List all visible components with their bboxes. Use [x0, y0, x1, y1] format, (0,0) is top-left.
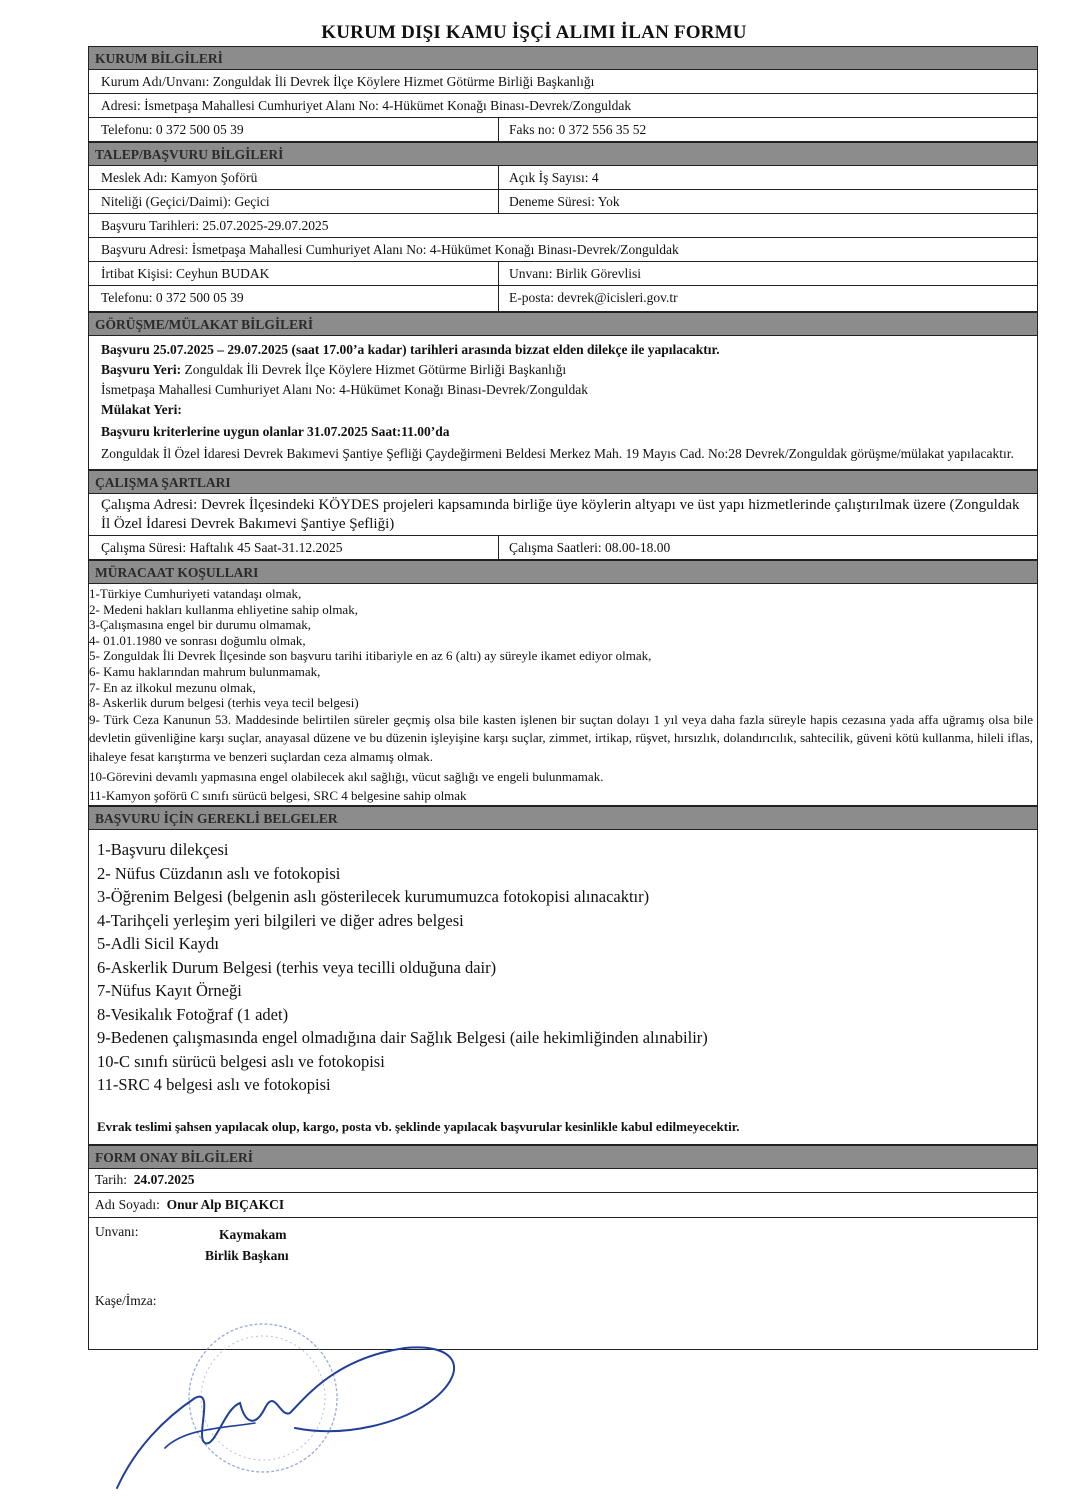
onay-name-label: Adı Soyadı:: [95, 1197, 160, 1213]
talep-open-count: Açık İş Sayısı: 4: [509, 170, 599, 185]
gorusme-line6: Zonguldak İl Özel İdaresi Devrek Bakımevi Şantiye Şefliği Çaydeğirmeni Beldesi Merkez Mah. 19 Mayıs Cad. No:28 Devrek/Zonguldak görüşme/mülakat yapılacaktır.: [101, 446, 1014, 461]
belge-item: 9-Bedenen çalışmasında engel olmadığına dair Sağlık Belgesi (aile hekimliğinden alınabilir): [97, 1028, 708, 1048]
onay-sign-label: Kaşe/İmza:: [95, 1293, 157, 1309]
onay-date-label: Tarih:: [95, 1172, 128, 1188]
gorusme-line5: Başvuru kriterlerine uygun olanlar 31.07.2025 Saat:11.00’da: [101, 424, 450, 439]
muracaat-item: 9- Türk Ceza Kanunun 53. Maddesinde belirtilen süreler geçmiş olsa bile kasten işlenen bir suçtan dolayı 1 yıl veya daha fazla süreyle hapis cezasına yada affa uğramış olsa bile devletin güvenliğine karşı suçlar, anayasal düzene ve bu düzenin işleyişine karşı suçlar, zimmet, irtikap, rüşvet, hırsızlık, dolandırıcılık, sahtecilik, güveni kötü kullanma, hileli iflas, ihaleye fesat karıştırma ve benzeri suçlardan ceza almamış olmak.: [89, 711, 1033, 764]
talep-trial: Deneme Süresi: Yok: [509, 194, 620, 209]
form-frame: [88, 46, 1038, 1350]
belge-item: 4-Tarihçeli yerleşim yeri bilgileri ve diğer adres belgesi: [97, 910, 464, 930]
onay-date-value: 24.07.2025: [133, 1172, 195, 1188]
belge-item: 5-Adli Sicil Kaydı: [97, 934, 219, 954]
section-gorusme: GÖRÜŞME/MÜLAKAT BİLGİLERİ: [89, 312, 1037, 336]
section-kurum: KURUM BİLGİLERİ: [89, 47, 1037, 70]
talep-contact: İrtibat Kişisi: Ceyhun BUDAK: [89, 262, 499, 285]
muracaat-item: 8- Askerlik durum belgesi (terhis veya tecil belgesi): [89, 695, 359, 711]
section-onay: FORM ONAY BİLGİLERİ: [89, 1145, 1037, 1169]
talep-address-row: [89, 238, 1037, 262]
onay-name-value: Onur Alp BIÇAKCI: [166, 1197, 285, 1213]
talep-contact-row: [89, 262, 1037, 286]
belge-item: 1-Başvuru dilekçesi: [97, 840, 229, 860]
muracaat-item: 1-Türkiye Cumhuriyeti vatandaşı olmak,: [89, 586, 302, 601]
kurum-name-row: [89, 70, 1037, 94]
calisma-duration: Çalışma Süresi: Haftalık 45 Saat-31.12.2025: [89, 536, 499, 559]
belge-item: 2- Nüfus Cüzdanın aslı ve fotokopisi: [97, 863, 341, 883]
talep-job: Meslek Adı: Kamyon Şoförü: [89, 166, 499, 189]
section-muracaat: MÜRACAAT KOŞULLARI: [89, 560, 1037, 584]
gorusme-line2-label: Başvuru Yeri:: [101, 362, 182, 377]
talep-nature-row: [89, 190, 1037, 214]
talep-email: E-posta: devrek@icisleri.gov.tr: [509, 290, 678, 305]
talep-job-row: [89, 166, 1037, 190]
belgeler-note: Evrak teslimi şahsen yapılacak olup, kargo, posta vb. şeklinde yapılacak başvurular kesinlikle kabul edilmeyecektir.: [97, 1118, 740, 1134]
talep-contact-title: Unvanı: Birlik Görevlisi: [509, 266, 641, 281]
muracaat-item: 6- Kamu haklarından mahrum bulunmamak,: [89, 663, 321, 679]
kurum-phone-row: [89, 118, 1037, 142]
talep-dates: Başvuru Tarihleri: 25.07.2025-29.07.2025: [101, 218, 329, 233]
section-calisma: ÇALIŞMA ŞARTLARI: [89, 470, 1037, 494]
muracaat-item: 10-Görevini devamlı yapmasına engel olabilecek akıl sağlığı, vücut sağlığı ve engeli bulunmamak.: [89, 769, 604, 785]
muracaat-item: 7- En az ilkokul mezunu olmak,: [89, 679, 256, 695]
talep-dates-row: [89, 214, 1037, 238]
form-title: KURUM DIŞI KAMU İŞÇİ ALIMI İLAN FORMU: [321, 22, 747, 43]
section-talep: TALEP/BAŞVURU BİLGİLERİ: [89, 142, 1037, 166]
section-belgeler: BAŞVURU İÇİN GEREKLİ BELGELER: [89, 806, 1037, 830]
muracaat-item: 3-Çalışmasına engel bir durumu olmamak,: [89, 617, 312, 633]
talep-phone-row: [89, 286, 1037, 312]
gorusme-line3: İsmetpaşa Mahallesi Cumhuriyet Alanı No: 4-Hükümet Konağı Binası-Devrek/Zonguldak: [101, 382, 589, 397]
onay-title-line2: Birlik Başkanı: [205, 1248, 289, 1264]
muracaat-item: 4- 01.01.1980 ve sonrası doğumlu olmak,: [89, 632, 306, 648]
belge-item: 7-Nüfus Kayıt Örneği: [97, 981, 242, 1001]
onay-divider: [89, 1192, 1037, 1193]
onay-divider: [89, 1217, 1037, 1218]
gorusme-line1: Başvuru 25.07.2025 – 29.07.2025 (saat 17.00’a kadar) tarihleri arasında bizzat elden dilekçe ile yapılacaktır.: [101, 342, 720, 357]
belge-item: 11-SRC 4 belgesi aslı ve fotokopisi: [97, 1075, 331, 1095]
muracaat-item: 2- Medeni hakları kullanma ehliyetine sahip olmak,: [89, 601, 358, 617]
onay-title-label: Unvanı:: [95, 1224, 139, 1240]
muracaat-list: [89, 584, 1037, 806]
calisma-hours: Çalışma Saatleri: 08.00-18.00: [509, 540, 671, 555]
talep-phone: Telefonu: 0 372 500 05 39: [89, 286, 499, 311]
gorusme-block: [89, 336, 1037, 470]
signature-icon: [105, 1328, 475, 1498]
onay-date: [95, 1172, 195, 1188]
kurum-address: Adresi: İsmetpaşa Mahallesi Cumhuriyet Alanı No: 4-Hükümet Konağı Binası-Devrek/Zonguldak: [101, 98, 632, 113]
kurum-fax: Faks no: 0 372 556 35 52: [509, 122, 647, 137]
gorusme-line4: Mülakat Yeri:: [101, 402, 182, 417]
kurum-address-row: [89, 94, 1037, 118]
gorusme-line2-value: Zonguldak İli Devrek İlçe Köylere Hizmet Götürme Birliği Başkanlığı: [181, 362, 567, 377]
calisma-address: Çalışma Adresi: Devrek İlçesindeki KÖYDES projeleri kapsamında birliğe üye köylerin altyapı ve üst yapı hizmetlerinde çalıştırılmak üzere (Zonguldak İl Özel İdaresi Devrek Bakımevi Şantiye Şefliği): [101, 497, 1020, 532]
muracaat-item: 11-Kamyon şoförü C sınıfı sürücü belgesi, SRC 4 belgesine sahip olmak: [89, 787, 467, 803]
belge-item: 10-C sınıfı sürücü belgesi aslı ve fotokopisi: [97, 1051, 385, 1071]
talep-nature: Niteliği (Geçici/Daimi): Geçici: [89, 190, 499, 213]
belge-item: 8-Vesikalık Fotoğraf (1 adet): [97, 1004, 289, 1024]
calisma-address-row: [89, 494, 1037, 536]
belgeler-list: [89, 830, 1037, 1145]
belge-item: 6-Askerlik Durum Belgesi (terhis veya tecilli olduğuna dair): [97, 957, 497, 977]
kurum-name: Kurum Adı/Unvanı: Zonguldak İli Devrek İlçe Köylere Hizmet Götürme Birliği Başkanlığı: [101, 74, 595, 89]
kurum-phone: Telefonu: 0 372 500 05 39: [89, 118, 499, 141]
gorusme-line2: [101, 360, 1029, 380]
muracaat-item: 5- Zonguldak İli Devrek İlçesinde son başvuru tarihi itibariyle en az 6 (altı) ay süreyle ikamet ediyor olmak,: [89, 648, 652, 664]
calisma-duration-row: [89, 536, 1037, 560]
talep-address: Başvuru Adresi: İsmetpaşa Mahallesi Cumhuriyet Alanı No: 4-Hükümet Konağı Binası-Devrek/Zonguldak: [101, 242, 679, 257]
onay-name: [95, 1197, 284, 1213]
onay-title-line1: Kaymakam: [219, 1227, 287, 1243]
belge-item: 3-Öğrenim Belgesi (belgenin aslı gösterilecek kurumumuzca fotokopisi alınacaktır): [97, 887, 650, 907]
